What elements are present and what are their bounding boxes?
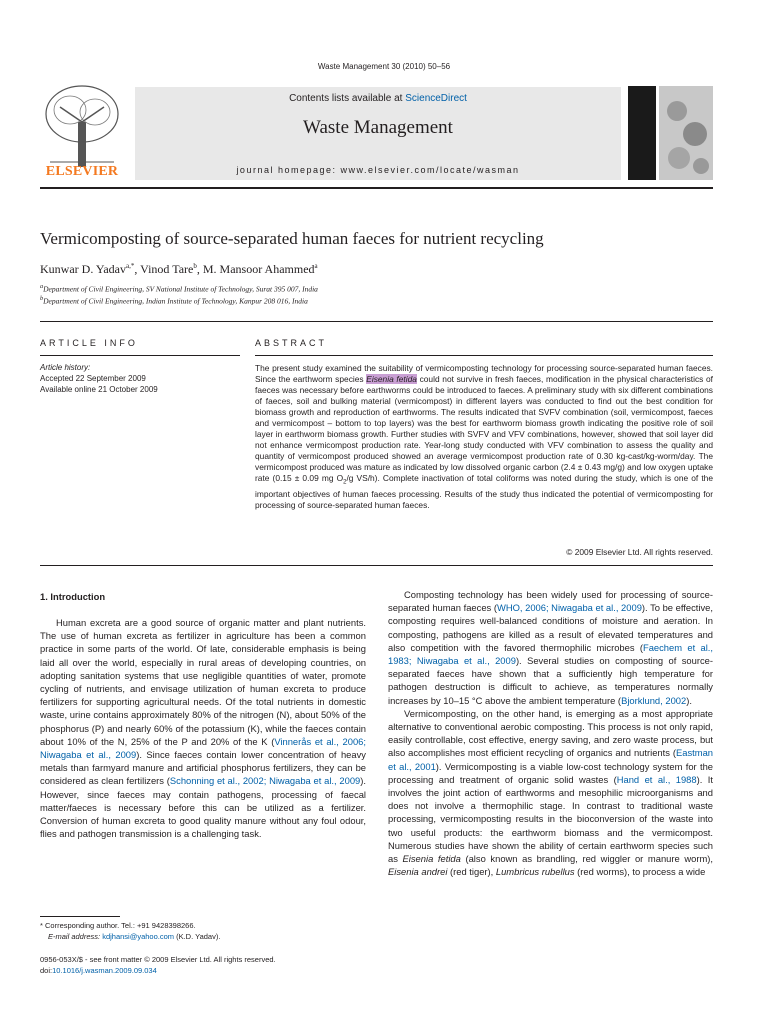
- text-run: Human excreta are a good source of organic matter and plant nutrients. The use of human excreta as fertilizer in agriculture has been a common practice in some parts of the world. Of late, considerable emphasis is being laid all over the world, especially in rural areas of developing countries, on adopting sanitation systems that use negligible quantities of water, promote cycling of nutrients, and envisage utilization of human excreta to produce fertilizers for supporting agricultural needs. Of the total nutrients in domestic waste, urine contains approximately 80% of the nitrogen (N), about 50% of the phosphorus (P) and nearly 60% of the potassium (K), while the faeces contain about 10% of the N, 25% of the P and 20% of the K (: [40, 617, 366, 747]
- abstract-heading: ABSTRACT: [255, 338, 328, 348]
- affiliation-text: Department of Civil Engineering, Indian Institute of Technology, Kanpur 208 016, India: [43, 296, 308, 306]
- abstract-copyright: © 2009 Elsevier Ltd. All rights reserved.: [566, 547, 713, 557]
- email-note: [40, 932, 220, 941]
- text-run: Vermicomposting, on the other hand, is emerging as a most appropriate alternative to conventional aerobic composting. This process is not only rapid, easily controllable, cost effective, energy saving, and zero waste process, but also accomplishes most efficient recycling of organics and nutrients (: [388, 707, 713, 759]
- text-run: (red tiger),: [447, 866, 496, 878]
- header-rule: [40, 187, 713, 189]
- article-title: Vermicomposting of source-separated human faeces for nutrient recycling: [40, 229, 544, 248]
- text-run: (red worms), to process a wide: [574, 866, 706, 878]
- contents-line: [135, 93, 621, 104]
- journal-cover-spine: [628, 86, 656, 180]
- citation-link[interactable]: Vinnerås et al., 2006; Niwagaba et al., 2009: [40, 735, 366, 761]
- email-suffix: (K.D. Yadav).: [174, 932, 221, 941]
- abstract-part: /g VS/h). Complete inactivation of total coliforms was noted during the study, which is one of the important objectives of human faeces processing. Results of the study thus indicated the potential of vermicomposting for processing of source-separated human faeces.: [255, 473, 713, 510]
- abstract-rule: [255, 355, 713, 356]
- email-label: E-mail address:: [48, 932, 103, 941]
- issn-line: 0956-053X/$ - see front matter © 2009 Elsevier Ltd. All rights reserved.: [40, 955, 276, 964]
- author-sup: b: [193, 262, 197, 270]
- doi-link[interactable]: 10.1016/j.wasman.2009.09.034: [52, 966, 157, 975]
- right-column: [388, 588, 713, 878]
- citation-link[interactable]: WHO, 2006; Niwagaba et al., 2009: [496, 602, 642, 614]
- paragraph: [388, 588, 713, 707]
- section-rule: [40, 321, 713, 322]
- citation-link[interactable]: Bjorklund, 2002: [621, 694, 687, 706]
- doi-label: doi:: [40, 966, 53, 975]
- text-run: Composting technology has been widely used for processing of source-separated human faeces (: [388, 589, 713, 614]
- text-run: ). Since faeces contain lower concentration of heavy metals than farmyard manure and artificial phosphorus fertilizers, they can be considered as clean fertilizers (: [40, 749, 366, 787]
- author-sup: a: [314, 262, 318, 270]
- highlighted-species[interactable]: Eisenia fetida: [366, 374, 417, 384]
- text-run: ). Vermicomposting is a viable low-cost technology system for the processing and treatment of organic solid wastes (: [388, 760, 714, 785]
- author-name: Kunwar D. Yadav: [40, 262, 126, 276]
- abstract-subscript: 2: [343, 479, 347, 486]
- text-run: (also known as brandling, red wiggler or manure worm),: [460, 853, 713, 865]
- species-name: Lumbricus rubellus: [495, 866, 575, 878]
- online-date: Available online 21 October 2009: [40, 385, 158, 394]
- article-info-rule: [40, 355, 240, 356]
- affiliation-sup: b: [40, 295, 44, 302]
- citation-link[interactable]: Schonning et al., 2002; Niwagaba et al., 2009: [169, 775, 361, 787]
- body-rule: [40, 565, 713, 566]
- text-run: ). Several studies on composting of source-separated faeces have shown that a sufficiently high temperature for pathogen destruction is difficult to achieve, as temperatures normally increases by 10–15 °C above the ambient temperature (: [388, 655, 713, 706]
- text-run: ). To be effective, composting requires well-balanced conditions of moisture and aeration. In composting, pathogens are killed as a result of elevated temperatures and also competition with the favored thermophilic microbes (: [388, 602, 713, 653]
- sciencedirect-link[interactable]: ScienceDirect: [405, 93, 467, 104]
- journal-citation: Waste Management 30 (2010) 50–56: [317, 62, 451, 71]
- species-name: Eisenia andrei: [388, 866, 448, 878]
- author-sup: a,*: [126, 262, 135, 270]
- journal-name: Waste Management: [303, 117, 453, 138]
- abstract-part: The present study examined the suitability of vermicomposting technology for processing source-separated human faeces. Since the earthworm species: [255, 363, 713, 384]
- contents-prefix: Contents lists available at: [289, 93, 406, 104]
- abstract-part: could not survive in fresh faeces, modification in the physical characteristics of faeces was necessary before earthworms could be introduced to faeces. A preliminary study with six different combinations of faeces, soil and bulking material (vermicompost) in different layers was conducted to find out the best condition for biomass growth and reproduction of earthworms. The results indicated that SVFV combination (soil, vermicompost, faeces and vermicompost – bottom to top layers) was the best for earthworm biomass growth indicating the positive role of soil layer in earthworm biomass growth. Further studies with SVFV and VFV combinations, however, showed that soil layer did not enhance vermicompost production rate. Year-long study conducted with VFV combination to assess the quality and quantity of vermicompost produced showed an average vermicompost production rate of 0.30 kg-cast/kg-worm/day. The vermicompost produced was mature as indicated by low dissolved organic carbon (2.4 ± 0.43 mg/g) and low oxygen uptake rate (0.15 ± 0.09 mg O: [255, 374, 713, 483]
- citation-link[interactable]: Faechem et al., 1983; Niwagaba et al., 2009: [388, 641, 713, 667]
- history-label: Article history:: [40, 363, 91, 372]
- species-name: Eisenia fetida: [402, 853, 461, 865]
- author-name: M. Mansoor Ahammed: [202, 262, 315, 276]
- footnote-rule: [40, 916, 120, 917]
- affiliation-text: Department of Civil Engineering, SV National Institute of Technology, Surat 395 007, India: [43, 284, 318, 294]
- affiliation-sup: a: [40, 283, 44, 290]
- abstract-text: [255, 363, 713, 511]
- article-info-heading: ARTICLE INFO: [40, 338, 138, 348]
- journal-homepage[interactable]: journal homepage: www.elsevier.com/locate/wasman: [236, 165, 520, 175]
- journal-cover-image: [659, 86, 713, 180]
- intro-heading: 1. Introduction: [40, 591, 106, 602]
- elsevier-wordmark: ELSEVIER: [45, 164, 119, 179]
- author-list: Kunwar D. Yadav$^{a,*}$, Vinod Tare$^b$, M. Mansoor Ahammed$^a$: [40, 262, 318, 276]
- text-run: ).: [686, 694, 692, 706]
- journal-banner: [135, 87, 621, 180]
- paragraph: [388, 707, 713, 879]
- accepted-date: Accepted 22 September 2009: [40, 374, 146, 383]
- paragraph: [40, 616, 366, 840]
- citation-link[interactable]: Hand et al., 1988: [616, 773, 697, 785]
- author-name: Vinod Tare: [140, 262, 194, 276]
- text-run: ). It involves the joint action of earthworms and mesophilic microorganisms and does not involve a thermophilic stage. In contrast to traditional waste processing, vermicomposting results in the bioconversion of the waste into two useful products: the earthworm biomass and the vermicompost. Numerous studies have shown the ability of certain earthworm species such as: [388, 773, 713, 865]
- doi-line: [40, 966, 157, 975]
- citation-link[interactable]: Eastman et al., 2001: [388, 747, 713, 772]
- text-run: ). However, since faeces may contain pathogens, processing of faecal matter/faeces is necessary before this can be utilized as a fertilizer. Conversion of human excreta to good quality manure without any foul odour, flies and pathogen transmission is a challenging task.: [40, 775, 366, 840]
- corresponding-author-note: * Corresponding author. Tel.: +91 9428398266.: [40, 921, 196, 930]
- left-column: [40, 616, 366, 840]
- affiliation: [40, 283, 318, 294]
- email-link[interactable]: kdjhansi@yahoo.com: [102, 932, 175, 941]
- affiliation: [40, 295, 308, 306]
